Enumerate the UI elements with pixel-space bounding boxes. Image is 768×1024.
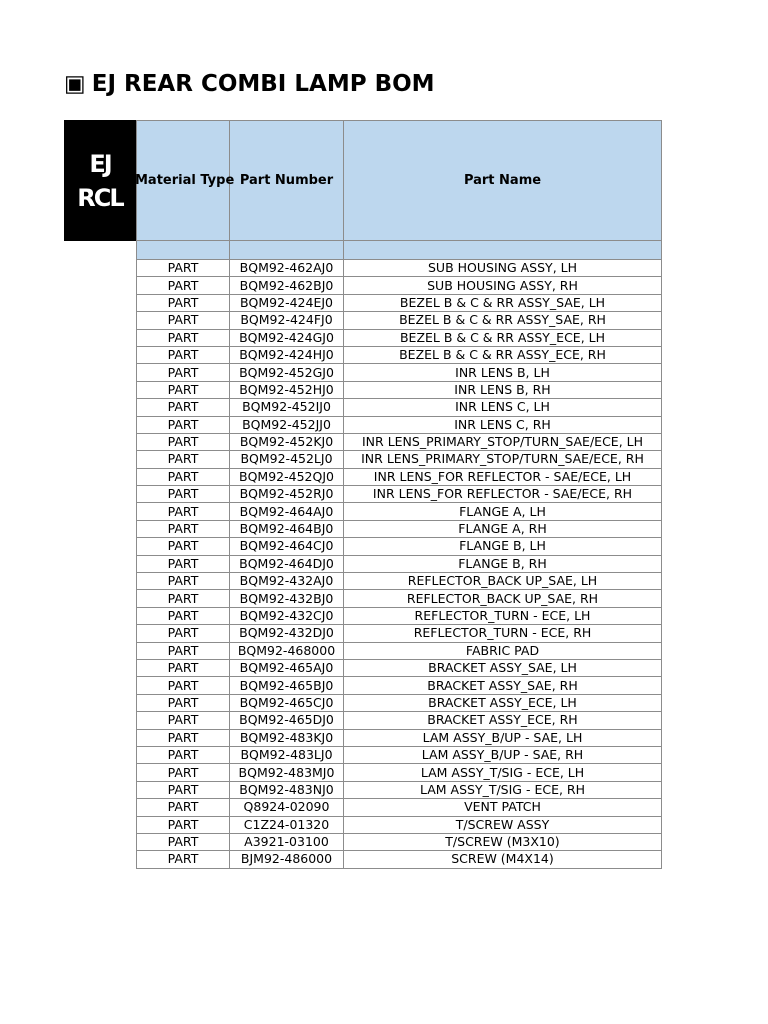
table-row — [137, 659, 662, 676]
part-number-cell: BQM92-432AJ0 — [230, 573, 344, 590]
part-number-cell: BQM92-432CJ0 — [230, 607, 344, 624]
table-row — [137, 520, 662, 537]
part-number-cell: BQM92-432DJ0 — [230, 625, 344, 642]
table-row — [137, 625, 662, 642]
material-type-cell: PART — [137, 346, 230, 363]
material-type-cell: PART — [137, 573, 230, 590]
table-row — [137, 781, 662, 798]
material-type-cell: PART — [137, 625, 230, 642]
bom-table — [136, 120, 662, 869]
title-marker-icon: ▣ — [64, 71, 86, 97]
part-number-cell: BJM92-486000 — [230, 851, 344, 868]
material-type-cell: PART — [137, 764, 230, 781]
table-row — [137, 642, 662, 659]
part-name-cell: INR LENS_FOR REFLECTOR - SAE/ECE, RH — [344, 486, 662, 503]
part-name-cell: INR LENS B, LH — [344, 364, 662, 381]
material-type-cell: PART — [137, 468, 230, 485]
part-number-cell: BQM92-483MJ0 — [230, 764, 344, 781]
part-number-cell: BQM92-452IJ0 — [230, 399, 344, 416]
part-number-cell: BQM92-464CJ0 — [230, 538, 344, 555]
spacer-cell — [230, 241, 344, 260]
part-name-cell: FLANGE B, LH — [344, 538, 662, 555]
spacer-cell — [137, 241, 230, 260]
header-part-number: Part Number — [230, 121, 344, 241]
header-material-type-label: Material Type — [135, 173, 235, 188]
part-number-cell: BQM92-465CJ0 — [230, 694, 344, 711]
table-row — [137, 346, 662, 363]
material-type-cell: PART — [137, 503, 230, 520]
part-number-cell: BQM92-452KJ0 — [230, 433, 344, 450]
part-name-cell: FLANGE B, RH — [344, 555, 662, 572]
part-number-cell: BQM92-452JJ0 — [230, 416, 344, 433]
part-name-cell: LAM ASSY_B/UP - SAE, LH — [344, 729, 662, 746]
part-number-cell: BQM92-465DJ0 — [230, 712, 344, 729]
table-row — [137, 555, 662, 572]
part-number-cell: BQM92-462BJ0 — [230, 277, 344, 294]
table-row — [137, 381, 662, 398]
part-name-cell: SUB HOUSING ASSY, LH — [344, 260, 662, 277]
part-number-cell: BQM92-452QJ0 — [230, 468, 344, 485]
header-material-type — [135, 121, 235, 241]
material-type-cell: PART — [137, 833, 230, 850]
material-type-cell: PART — [137, 364, 230, 381]
material-type-cell: PART — [137, 416, 230, 433]
material-type-cell: PART — [137, 712, 230, 729]
section-label-line2: RCL — [77, 183, 123, 212]
part-name-cell: BEZEL B & C & RR ASSY_SAE, RH — [344, 312, 662, 329]
table-row — [137, 677, 662, 694]
part-name-cell: T/SCREW (M3X10) — [344, 833, 662, 850]
part-name-cell: FABRIC PAD — [344, 642, 662, 659]
material-type-cell: PART — [137, 799, 230, 816]
table-row — [137, 329, 662, 346]
material-type-cell: PART — [137, 607, 230, 624]
part-number-cell: BQM92-424GJ0 — [230, 329, 344, 346]
material-type-cell: PART — [137, 851, 230, 868]
material-type-cell: PART — [137, 677, 230, 694]
table-row — [137, 712, 662, 729]
material-type-cell: PART — [137, 520, 230, 537]
part-name-cell: T/SCREW ASSY — [344, 816, 662, 833]
part-name-cell: REFLECTOR_BACK UP_SAE, LH — [344, 573, 662, 590]
table-row — [137, 729, 662, 746]
material-type-cell: PART — [137, 486, 230, 503]
part-name-cell: VENT PATCH — [344, 799, 662, 816]
part-name-cell: REFLECTOR_BACK UP_SAE, RH — [344, 590, 662, 607]
table-row — [137, 468, 662, 485]
table-row — [137, 607, 662, 624]
part-number-cell: BQM92-432BJ0 — [230, 590, 344, 607]
table-row — [137, 851, 662, 868]
material-type-cell: PART — [137, 555, 230, 572]
material-type-cell: PART — [137, 381, 230, 398]
table-row — [137, 538, 662, 555]
part-name-cell: INR LENS_FOR REFLECTOR - SAE/ECE, LH — [344, 468, 662, 485]
part-number-cell: BQM92-462AJ0 — [230, 260, 344, 277]
material-type-cell: PART — [137, 659, 230, 676]
header-part-name: Part Name — [344, 121, 662, 241]
part-name-cell: BRACKET ASSY_SAE, LH — [344, 659, 662, 676]
material-type-cell: PART — [137, 329, 230, 346]
part-name-cell: LAM ASSY_T/SIG - ECE, LH — [344, 764, 662, 781]
table-row — [137, 260, 662, 277]
title-text: EJ REAR COMBI LAMP BOM — [91, 71, 435, 97]
table-row — [137, 364, 662, 381]
table-row — [137, 573, 662, 590]
part-name-cell: REFLECTOR_TURN - ECE, RH — [344, 625, 662, 642]
part-number-cell: BQM92-424HJ0 — [230, 346, 344, 363]
table-row — [137, 746, 662, 763]
material-type-cell: PART — [137, 642, 230, 659]
part-name-cell: SCREW (M4X14) — [344, 851, 662, 868]
material-type-cell: PART — [137, 312, 230, 329]
part-number-cell: BQM92-452LJ0 — [230, 451, 344, 468]
part-name-cell: LAM ASSY_B/UP - SAE, RH — [344, 746, 662, 763]
part-number-cell: BQM92-424FJ0 — [230, 312, 344, 329]
part-name-cell: INR LENS_PRIMARY_STOP/TURN_SAE/ECE, RH — [344, 451, 662, 468]
header-spacer-row — [137, 241, 662, 260]
part-name-cell: BEZEL B & C & RR ASSY_ECE, LH — [344, 329, 662, 346]
part-number-cell: BQM92-464BJ0 — [230, 520, 344, 537]
material-type-cell: PART — [137, 399, 230, 416]
part-number-cell: BQM92-483NJ0 — [230, 781, 344, 798]
section-label-line1: EJ — [89, 149, 111, 178]
part-number-cell: BQM92-483KJ0 — [230, 729, 344, 746]
table-row — [137, 312, 662, 329]
material-type-cell: PART — [137, 277, 230, 294]
table-row — [137, 503, 662, 520]
table-row — [137, 764, 662, 781]
material-type-cell: PART — [137, 590, 230, 607]
material-type-cell: PART — [137, 694, 230, 711]
part-number-cell: BQM92-465AJ0 — [230, 659, 344, 676]
part-name-cell: FLANGE A, RH — [344, 520, 662, 537]
part-name-cell: REFLECTOR_TURN - ECE, LH — [344, 607, 662, 624]
part-name-cell: BRACKET ASSY_SAE, RH — [344, 677, 662, 694]
part-name-cell: LAM ASSY_T/SIG - ECE, RH — [344, 781, 662, 798]
material-type-cell: PART — [137, 451, 230, 468]
part-name-cell: INR LENS_PRIMARY_STOP/TURN_SAE/ECE, LH — [344, 433, 662, 450]
part-number-cell: BQM92-452HJ0 — [230, 381, 344, 398]
table-row — [137, 816, 662, 833]
part-number-cell: BQM92-465BJ0 — [230, 677, 344, 694]
part-number-cell: BQM92-468000 — [230, 642, 344, 659]
part-number-cell: BQM92-452RJ0 — [230, 486, 344, 503]
table-row — [137, 451, 662, 468]
part-number-cell: BQM92-424EJ0 — [230, 294, 344, 311]
part-name-cell: INR LENS C, RH — [344, 416, 662, 433]
table-row — [137, 799, 662, 816]
part-name-cell: SUB HOUSING ASSY, RH — [344, 277, 662, 294]
part-number-cell: BQM92-452GJ0 — [230, 364, 344, 381]
material-type-cell: PART — [137, 294, 230, 311]
table-row — [137, 433, 662, 450]
part-number-cell: BQM92-483LJ0 — [230, 746, 344, 763]
material-type-cell: PART — [137, 816, 230, 833]
table-header-row — [137, 121, 662, 241]
table-row — [137, 399, 662, 416]
part-name-cell: BEZEL B & C & RR ASSY_ECE, RH — [344, 346, 662, 363]
material-type-cell: PART — [137, 781, 230, 798]
part-name-cell: BRACKET ASSY_ECE, LH — [344, 694, 662, 711]
part-number-cell: BQM92-464AJ0 — [230, 503, 344, 520]
part-number-cell: BQM92-464DJ0 — [230, 555, 344, 572]
part-number-cell: Q8924-02090 — [230, 799, 344, 816]
table-row — [137, 294, 662, 311]
spacer-cell — [344, 241, 662, 260]
table-row — [137, 833, 662, 850]
table-row — [137, 486, 662, 503]
bom-table-body — [137, 260, 662, 869]
table-row — [137, 416, 662, 433]
material-type-cell: PART — [137, 538, 230, 555]
material-type-cell: PART — [137, 260, 230, 277]
material-type-cell: PART — [137, 746, 230, 763]
table-row — [137, 694, 662, 711]
table-row — [137, 277, 662, 294]
part-number-cell: C1Z24-01320 — [230, 816, 344, 833]
material-type-cell: PART — [137, 433, 230, 450]
part-name-cell: FLANGE A, LH — [344, 503, 662, 520]
page-title — [64, 68, 435, 100]
table-row — [137, 590, 662, 607]
section-label — [64, 120, 136, 241]
part-name-cell: BRACKET ASSY_ECE, RH — [344, 712, 662, 729]
part-name-cell: INR LENS B, RH — [344, 381, 662, 398]
part-name-cell: BEZEL B & C & RR ASSY_SAE, LH — [344, 294, 662, 311]
material-type-cell: PART — [137, 729, 230, 746]
part-number-cell: A3921-03100 — [230, 833, 344, 850]
part-name-cell: INR LENS C, LH — [344, 399, 662, 416]
